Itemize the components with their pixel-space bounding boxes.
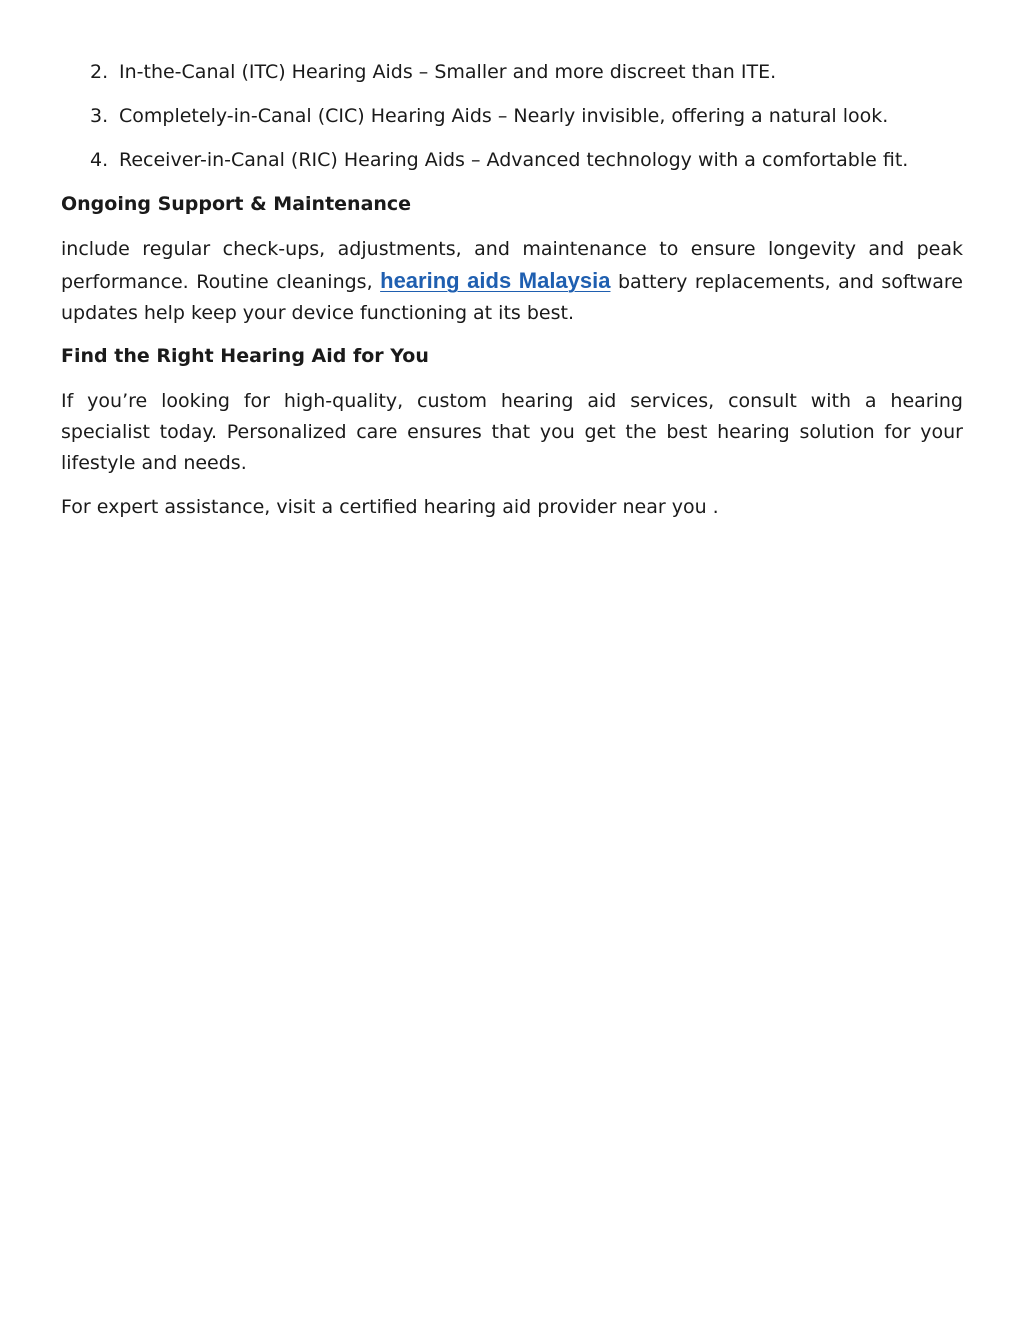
support-paragraph bbox=[61, 234, 963, 329]
list-item bbox=[61, 58, 963, 86]
list-item-text: Completely-in-Canal (CIC) Hearing Aids – Nearly invisible, offering a natural look. bbox=[119, 105, 889, 127]
list-item bbox=[61, 146, 963, 174]
support-text-end: battery replacements, and software updates help keep your device functioning at its best. bbox=[61, 271, 964, 324]
document-page bbox=[61, 58, 963, 536]
list-item-number: 2. bbox=[90, 61, 109, 83]
hearing-aids-malaysia-link[interactable]: hearing aids Malaysia bbox=[380, 268, 611, 293]
list-item bbox=[61, 102, 963, 130]
support-text-start: include regular check-ups, adjustments, and maintenance to ensure longevity and peak performance. Routine cleanings, bbox=[61, 238, 963, 293]
support-heading: Ongoing Support & Maintenance bbox=[61, 193, 412, 215]
expert-assistance-paragraph: For expert assistance, visit a certified hearing aid provider near you . bbox=[61, 496, 719, 518]
list-item-number: 4. bbox=[90, 149, 109, 171]
find-paragraph: If you’re looking for high-quality, custom hearing aid services, consult with a hearing specialist today. Personalized care ensures that you get the best hearing solution for your lifestyle and needs. bbox=[61, 390, 963, 474]
list-item-text: Receiver-in-Canal (RIC) Hearing Aids – Advanced technology with a comfortable fit. bbox=[119, 149, 909, 171]
find-heading: Find the Right Hearing Aid for You bbox=[61, 345, 429, 367]
hearing-aid-types-list bbox=[61, 58, 963, 174]
list-item-number: 3. bbox=[90, 105, 109, 127]
list-item-text: In-the-Canal (ITC) Hearing Aids – Smaller and more discreet than ITE. bbox=[119, 61, 777, 83]
